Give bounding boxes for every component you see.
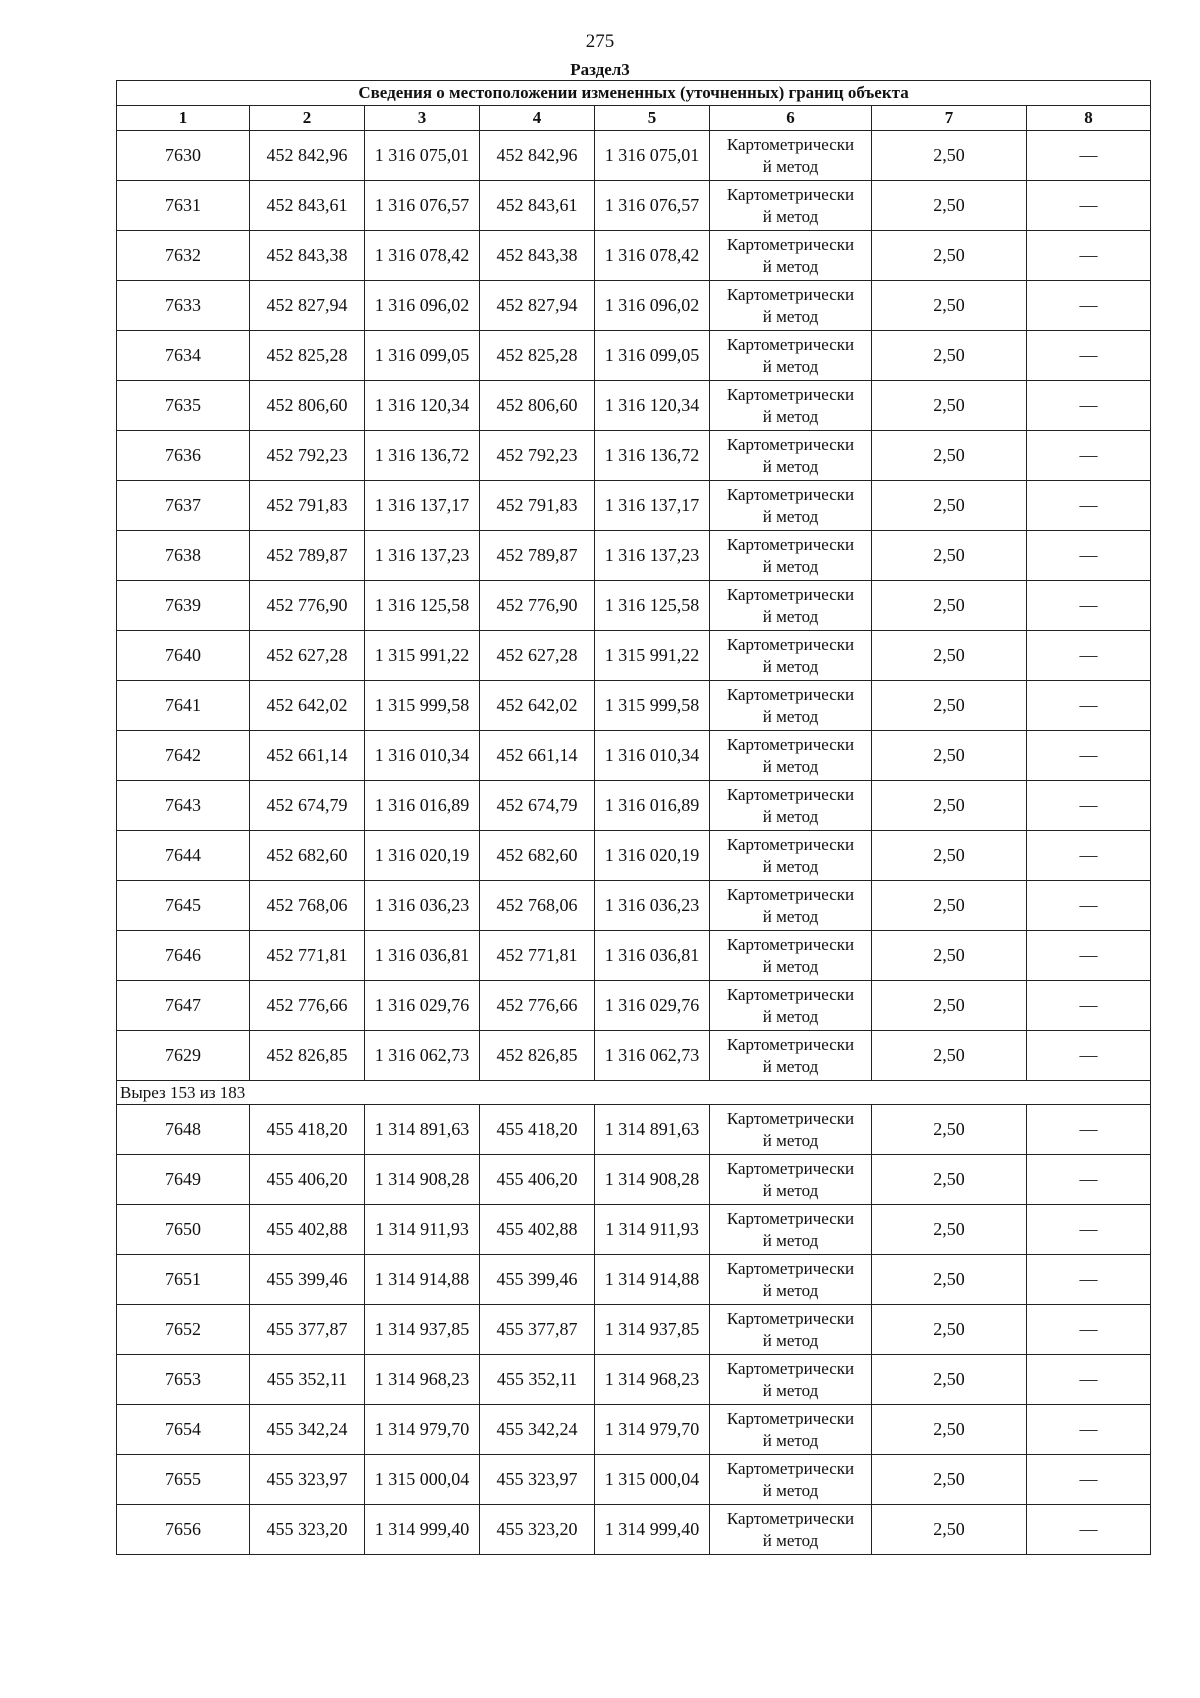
y-existing-cell: 1 316 075,01	[365, 131, 480, 181]
description-cell: —	[1027, 631, 1151, 681]
accuracy-cell: 2,50	[872, 1355, 1027, 1405]
method-cell: Картометрически й метод	[710, 1105, 872, 1155]
accuracy-cell: 2,50	[872, 531, 1027, 581]
y-new-cell: 1 314 937,85	[595, 1305, 710, 1355]
column-header-4: 4	[480, 106, 595, 131]
x-existing-cell: 452 843,38	[250, 231, 365, 281]
column-header-1: 1	[117, 106, 250, 131]
y-existing-cell: 1 316 036,81	[365, 931, 480, 981]
accuracy-cell: 2,50	[872, 1205, 1027, 1255]
description-cell: —	[1027, 781, 1151, 831]
x-existing-cell: 452 806,60	[250, 381, 365, 431]
description-cell: —	[1027, 281, 1151, 331]
y-new-cell: 1 314 914,88	[595, 1255, 710, 1305]
table-body	[117, 131, 1151, 1555]
method-cell: Картометрически й метод	[710, 1305, 872, 1355]
table-row	[117, 631, 1151, 681]
y-new-cell: 1 316 136,72	[595, 431, 710, 481]
point-number-cell: 7632	[117, 231, 250, 281]
x-existing-cell: 452 789,87	[250, 531, 365, 581]
point-number-cell: 7655	[117, 1455, 250, 1505]
x-new-cell: 452 674,79	[480, 781, 595, 831]
y-existing-cell: 1 314 891,63	[365, 1105, 480, 1155]
description-cell: —	[1027, 881, 1151, 931]
point-number-cell: 7631	[117, 181, 250, 231]
y-new-cell: 1 316 036,23	[595, 881, 710, 931]
description-cell: —	[1027, 681, 1151, 731]
y-new-cell: 1 316 137,17	[595, 481, 710, 531]
y-existing-cell: 1 316 020,19	[365, 831, 480, 881]
accuracy-cell: 2,50	[872, 281, 1027, 331]
point-number-cell: 7647	[117, 981, 250, 1031]
x-existing-cell: 452 843,61	[250, 181, 365, 231]
table-row	[117, 281, 1151, 331]
method-cell: Картометрически й метод	[710, 581, 872, 631]
accuracy-cell: 2,50	[872, 681, 1027, 731]
y-new-cell: 1 314 911,93	[595, 1205, 710, 1255]
point-number-cell: 7635	[117, 381, 250, 431]
accuracy-cell: 2,50	[872, 1255, 1027, 1305]
y-existing-cell: 1 316 062,73	[365, 1031, 480, 1081]
y-existing-cell: 1 314 914,88	[365, 1255, 480, 1305]
method-cell: Картометрически й метод	[710, 531, 872, 581]
accuracy-cell: 2,50	[872, 831, 1027, 881]
method-cell: Картометрически й метод	[710, 131, 872, 181]
x-existing-cell: 455 418,20	[250, 1105, 365, 1155]
y-existing-cell: 1 316 036,23	[365, 881, 480, 931]
y-existing-cell: 1 316 029,76	[365, 981, 480, 1031]
method-cell: Картометрически й метод	[710, 831, 872, 881]
x-existing-cell: 455 377,87	[250, 1305, 365, 1355]
y-existing-cell: 1 316 010,34	[365, 731, 480, 781]
method-cell: Картометрически й метод	[710, 881, 872, 931]
accuracy-cell: 2,50	[872, 1031, 1027, 1081]
method-cell: Картометрически й метод	[710, 231, 872, 281]
table-row	[117, 1031, 1151, 1081]
method-cell: Картометрически й метод	[710, 481, 872, 531]
table-row	[117, 481, 1151, 531]
accuracy-cell: 2,50	[872, 981, 1027, 1031]
method-cell: Картометрически й метод	[710, 1355, 872, 1405]
column-header-6: 6	[710, 106, 872, 131]
y-new-cell: 1 316 029,76	[595, 981, 710, 1031]
point-number-cell: 7634	[117, 331, 250, 381]
table-row	[117, 981, 1151, 1031]
y-existing-cell: 1 316 099,05	[365, 331, 480, 381]
table-row	[117, 731, 1151, 781]
y-existing-cell: 1 314 937,85	[365, 1305, 480, 1355]
point-number-cell: 7652	[117, 1305, 250, 1355]
method-cell: Картометрически й метод	[710, 1255, 872, 1305]
description-cell: —	[1027, 581, 1151, 631]
description-cell: —	[1027, 831, 1151, 881]
y-existing-cell: 1 316 136,72	[365, 431, 480, 481]
point-number-cell: 7654	[117, 1405, 250, 1455]
x-existing-cell: 452 842,96	[250, 131, 365, 181]
x-new-cell: 452 842,96	[480, 131, 595, 181]
point-number-cell: 7651	[117, 1255, 250, 1305]
accuracy-cell: 2,50	[872, 581, 1027, 631]
x-new-cell: 452 682,60	[480, 831, 595, 881]
method-cell: Картометрически й метод	[710, 731, 872, 781]
accuracy-cell: 2,50	[872, 181, 1027, 231]
coordinates-table	[116, 80, 1151, 1555]
table-row	[117, 1255, 1151, 1305]
contour-cut-label: Вырез 153 из 183	[117, 1081, 1151, 1105]
point-number-cell: 7656	[117, 1505, 250, 1555]
point-number-cell: 7643	[117, 781, 250, 831]
table-row	[117, 1405, 1151, 1455]
y-existing-cell: 1 314 999,40	[365, 1505, 480, 1555]
x-new-cell: 455 418,20	[480, 1105, 595, 1155]
y-new-cell: 1 316 125,58	[595, 581, 710, 631]
accuracy-cell: 2,50	[872, 1155, 1027, 1205]
y-new-cell: 1 314 968,23	[595, 1355, 710, 1405]
table-row	[117, 1355, 1151, 1405]
accuracy-cell: 2,50	[872, 331, 1027, 381]
point-number-cell: 7646	[117, 931, 250, 981]
method-cell: Картометрически й метод	[710, 1031, 872, 1081]
table-row	[117, 331, 1151, 381]
x-new-cell: 455 402,88	[480, 1205, 595, 1255]
x-existing-cell: 452 682,60	[250, 831, 365, 881]
x-existing-cell: 455 399,46	[250, 1255, 365, 1305]
y-new-cell: 1 316 062,73	[595, 1031, 710, 1081]
x-new-cell: 455 406,20	[480, 1155, 595, 1205]
accuracy-cell: 2,50	[872, 381, 1027, 431]
x-existing-cell: 452 792,23	[250, 431, 365, 481]
x-new-cell: 452 843,38	[480, 231, 595, 281]
table-row	[117, 181, 1151, 231]
y-existing-cell: 1 316 125,58	[365, 581, 480, 631]
x-new-cell: 455 377,87	[480, 1305, 595, 1355]
y-new-cell: 1 314 999,40	[595, 1505, 710, 1555]
y-new-cell: 1 316 016,89	[595, 781, 710, 831]
x-existing-cell: 452 771,81	[250, 931, 365, 981]
y-existing-cell: 1 315 000,04	[365, 1455, 480, 1505]
column-header-7: 7	[872, 106, 1027, 131]
method-cell: Картометрически й метод	[710, 981, 872, 1031]
x-existing-cell: 452 674,79	[250, 781, 365, 831]
y-existing-cell: 1 316 078,42	[365, 231, 480, 281]
accuracy-cell: 2,50	[872, 881, 1027, 931]
x-existing-cell: 452 827,94	[250, 281, 365, 331]
y-new-cell: 1 314 891,63	[595, 1105, 710, 1155]
x-new-cell: 452 826,85	[480, 1031, 595, 1081]
x-existing-cell: 455 402,88	[250, 1205, 365, 1255]
accuracy-cell: 2,50	[872, 231, 1027, 281]
x-new-cell: 455 323,20	[480, 1505, 595, 1555]
method-cell: Картометрически й метод	[710, 181, 872, 231]
description-cell: —	[1027, 1205, 1151, 1255]
x-existing-cell: 452 791,83	[250, 481, 365, 531]
description-cell: —	[1027, 1355, 1151, 1405]
accuracy-cell: 2,50	[872, 481, 1027, 531]
table-row	[117, 581, 1151, 631]
x-existing-cell: 452 627,28	[250, 631, 365, 681]
point-number-cell: 7637	[117, 481, 250, 531]
column-header-5: 5	[595, 106, 710, 131]
x-existing-cell: 452 776,90	[250, 581, 365, 631]
table-row	[117, 1205, 1151, 1255]
point-number-cell: 7641	[117, 681, 250, 731]
table-title: Сведения о местоположении измененных (уточненных) границ объекта	[117, 81, 1151, 106]
method-cell: Картометрически й метод	[710, 1505, 872, 1555]
description-cell: —	[1027, 1155, 1151, 1205]
column-header-2: 2	[250, 106, 365, 131]
method-cell: Картометрически й метод	[710, 781, 872, 831]
x-new-cell: 452 827,94	[480, 281, 595, 331]
y-existing-cell: 1 314 979,70	[365, 1405, 480, 1455]
point-number-cell: 7639	[117, 581, 250, 631]
x-new-cell: 452 776,66	[480, 981, 595, 1031]
description-cell: —	[1027, 1305, 1151, 1355]
y-new-cell: 1 316 075,01	[595, 131, 710, 181]
y-new-cell: 1 316 099,05	[595, 331, 710, 381]
description-cell: —	[1027, 331, 1151, 381]
description-cell: —	[1027, 231, 1151, 281]
description-cell: —	[1027, 931, 1151, 981]
table-row	[117, 381, 1151, 431]
x-new-cell: 452 771,81	[480, 931, 595, 981]
method-cell: Картометрически й метод	[710, 331, 872, 381]
y-existing-cell: 1 315 991,22	[365, 631, 480, 681]
method-cell: Картометрически й метод	[710, 281, 872, 331]
description-cell: —	[1027, 1505, 1151, 1555]
description-cell: —	[1027, 381, 1151, 431]
y-existing-cell: 1 316 137,17	[365, 481, 480, 531]
accuracy-cell: 2,50	[872, 1455, 1027, 1505]
y-new-cell: 1 314 979,70	[595, 1405, 710, 1455]
point-number-cell: 7644	[117, 831, 250, 881]
method-cell: Картометрически й метод	[710, 431, 872, 481]
y-new-cell: 1 315 991,22	[595, 631, 710, 681]
description-cell: —	[1027, 1455, 1151, 1505]
table-row	[117, 131, 1151, 181]
point-number-cell: 7640	[117, 631, 250, 681]
table-header-row	[117, 106, 1151, 131]
point-number-cell: 7633	[117, 281, 250, 331]
point-number-cell: 7648	[117, 1105, 250, 1155]
y-new-cell: 1 314 908,28	[595, 1155, 710, 1205]
section-heading: Раздел3	[570, 60, 630, 79]
x-new-cell: 452 627,28	[480, 631, 595, 681]
x-existing-cell: 455 352,11	[250, 1355, 365, 1405]
y-new-cell: 1 316 120,34	[595, 381, 710, 431]
point-number-cell: 7629	[117, 1031, 250, 1081]
table-row	[117, 231, 1151, 281]
x-existing-cell: 455 406,20	[250, 1155, 365, 1205]
x-new-cell: 452 642,02	[480, 681, 595, 731]
table-row	[117, 531, 1151, 581]
accuracy-cell: 2,50	[872, 1305, 1027, 1355]
y-existing-cell: 1 316 076,57	[365, 181, 480, 231]
accuracy-cell: 2,50	[872, 631, 1027, 681]
table-row	[117, 1105, 1151, 1155]
y-existing-cell: 1 316 120,34	[365, 381, 480, 431]
x-existing-cell: 455 342,24	[250, 1405, 365, 1455]
method-cell: Картометрически й метод	[710, 931, 872, 981]
x-new-cell: 452 661,14	[480, 731, 595, 781]
description-cell: —	[1027, 981, 1151, 1031]
page-number: 275	[585, 31, 615, 52]
y-existing-cell: 1 314 911,93	[365, 1205, 480, 1255]
table-row	[117, 1155, 1151, 1205]
x-new-cell: 452 843,61	[480, 181, 595, 231]
column-header-3: 3	[365, 106, 480, 131]
point-number-cell: 7649	[117, 1155, 250, 1205]
point-number-cell: 7636	[117, 431, 250, 481]
y-new-cell: 1 315 999,58	[595, 681, 710, 731]
table-row	[117, 881, 1151, 931]
y-existing-cell: 1 314 968,23	[365, 1355, 480, 1405]
y-new-cell: 1 316 096,02	[595, 281, 710, 331]
x-existing-cell: 455 323,20	[250, 1505, 365, 1555]
x-new-cell: 452 791,83	[480, 481, 595, 531]
method-cell: Картометрически й метод	[710, 631, 872, 681]
description-cell: —	[1027, 1105, 1151, 1155]
accuracy-cell: 2,50	[872, 1405, 1027, 1455]
y-existing-cell: 1 316 137,23	[365, 531, 480, 581]
accuracy-cell: 2,50	[872, 731, 1027, 781]
point-number-cell: 7642	[117, 731, 250, 781]
x-existing-cell: 452 776,66	[250, 981, 365, 1031]
table-row	[117, 831, 1151, 881]
x-existing-cell: 452 768,06	[250, 881, 365, 931]
description-cell: —	[1027, 1405, 1151, 1455]
x-existing-cell: 455 323,97	[250, 1455, 365, 1505]
method-cell: Картометрически й метод	[710, 1405, 872, 1455]
table-row	[117, 781, 1151, 831]
x-existing-cell: 452 642,02	[250, 681, 365, 731]
x-new-cell: 452 776,90	[480, 581, 595, 631]
accuracy-cell: 2,50	[872, 1505, 1027, 1555]
x-new-cell: 452 768,06	[480, 881, 595, 931]
point-number-cell: 7645	[117, 881, 250, 931]
description-cell: —	[1027, 1031, 1151, 1081]
method-cell: Картометрически й метод	[710, 681, 872, 731]
y-new-cell: 1 316 010,34	[595, 731, 710, 781]
method-cell: Картометрически й метод	[710, 1155, 872, 1205]
accuracy-cell: 2,50	[872, 781, 1027, 831]
table-row	[117, 1305, 1151, 1355]
table-row	[117, 931, 1151, 981]
accuracy-cell: 2,50	[872, 131, 1027, 181]
y-new-cell: 1 316 020,19	[595, 831, 710, 881]
table-title-row	[117, 81, 1151, 106]
table-row	[117, 681, 1151, 731]
method-cell: Картометрически й метод	[710, 381, 872, 431]
contour-cut-row	[117, 1081, 1151, 1105]
point-number-cell: 7650	[117, 1205, 250, 1255]
table-row	[117, 1505, 1151, 1555]
x-new-cell: 452 792,23	[480, 431, 595, 481]
x-existing-cell: 452 825,28	[250, 331, 365, 381]
table-row	[117, 431, 1151, 481]
point-number-cell: 7638	[117, 531, 250, 581]
x-new-cell: 452 789,87	[480, 531, 595, 581]
y-existing-cell: 1 316 016,89	[365, 781, 480, 831]
description-cell: —	[1027, 431, 1151, 481]
y-new-cell: 1 316 076,57	[595, 181, 710, 231]
y-existing-cell: 1 314 908,28	[365, 1155, 480, 1205]
column-header-8: 8	[1027, 106, 1151, 131]
description-cell: —	[1027, 731, 1151, 781]
description-cell: —	[1027, 181, 1151, 231]
method-cell: Картометрически й метод	[710, 1205, 872, 1255]
x-existing-cell: 452 826,85	[250, 1031, 365, 1081]
x-new-cell: 455 342,24	[480, 1405, 595, 1455]
x-new-cell: 455 352,11	[480, 1355, 595, 1405]
description-cell: —	[1027, 1255, 1151, 1305]
y-new-cell: 1 316 137,23	[595, 531, 710, 581]
x-existing-cell: 452 661,14	[250, 731, 365, 781]
method-cell: Картометрически й метод	[710, 1455, 872, 1505]
table-row	[117, 1455, 1151, 1505]
y-new-cell: 1 316 078,42	[595, 231, 710, 281]
accuracy-cell: 2,50	[872, 931, 1027, 981]
y-existing-cell: 1 315 999,58	[365, 681, 480, 731]
point-number-cell: 7630	[117, 131, 250, 181]
x-new-cell: 452 806,60	[480, 381, 595, 431]
description-cell: —	[1027, 531, 1151, 581]
y-new-cell: 1 315 000,04	[595, 1455, 710, 1505]
x-new-cell: 452 825,28	[480, 331, 595, 381]
point-number-cell: 7653	[117, 1355, 250, 1405]
y-new-cell: 1 316 036,81	[595, 931, 710, 981]
x-new-cell: 455 323,97	[480, 1455, 595, 1505]
description-cell: —	[1027, 481, 1151, 531]
x-new-cell: 455 399,46	[480, 1255, 595, 1305]
y-existing-cell: 1 316 096,02	[365, 281, 480, 331]
accuracy-cell: 2,50	[872, 1105, 1027, 1155]
accuracy-cell: 2,50	[872, 431, 1027, 481]
description-cell: —	[1027, 131, 1151, 181]
